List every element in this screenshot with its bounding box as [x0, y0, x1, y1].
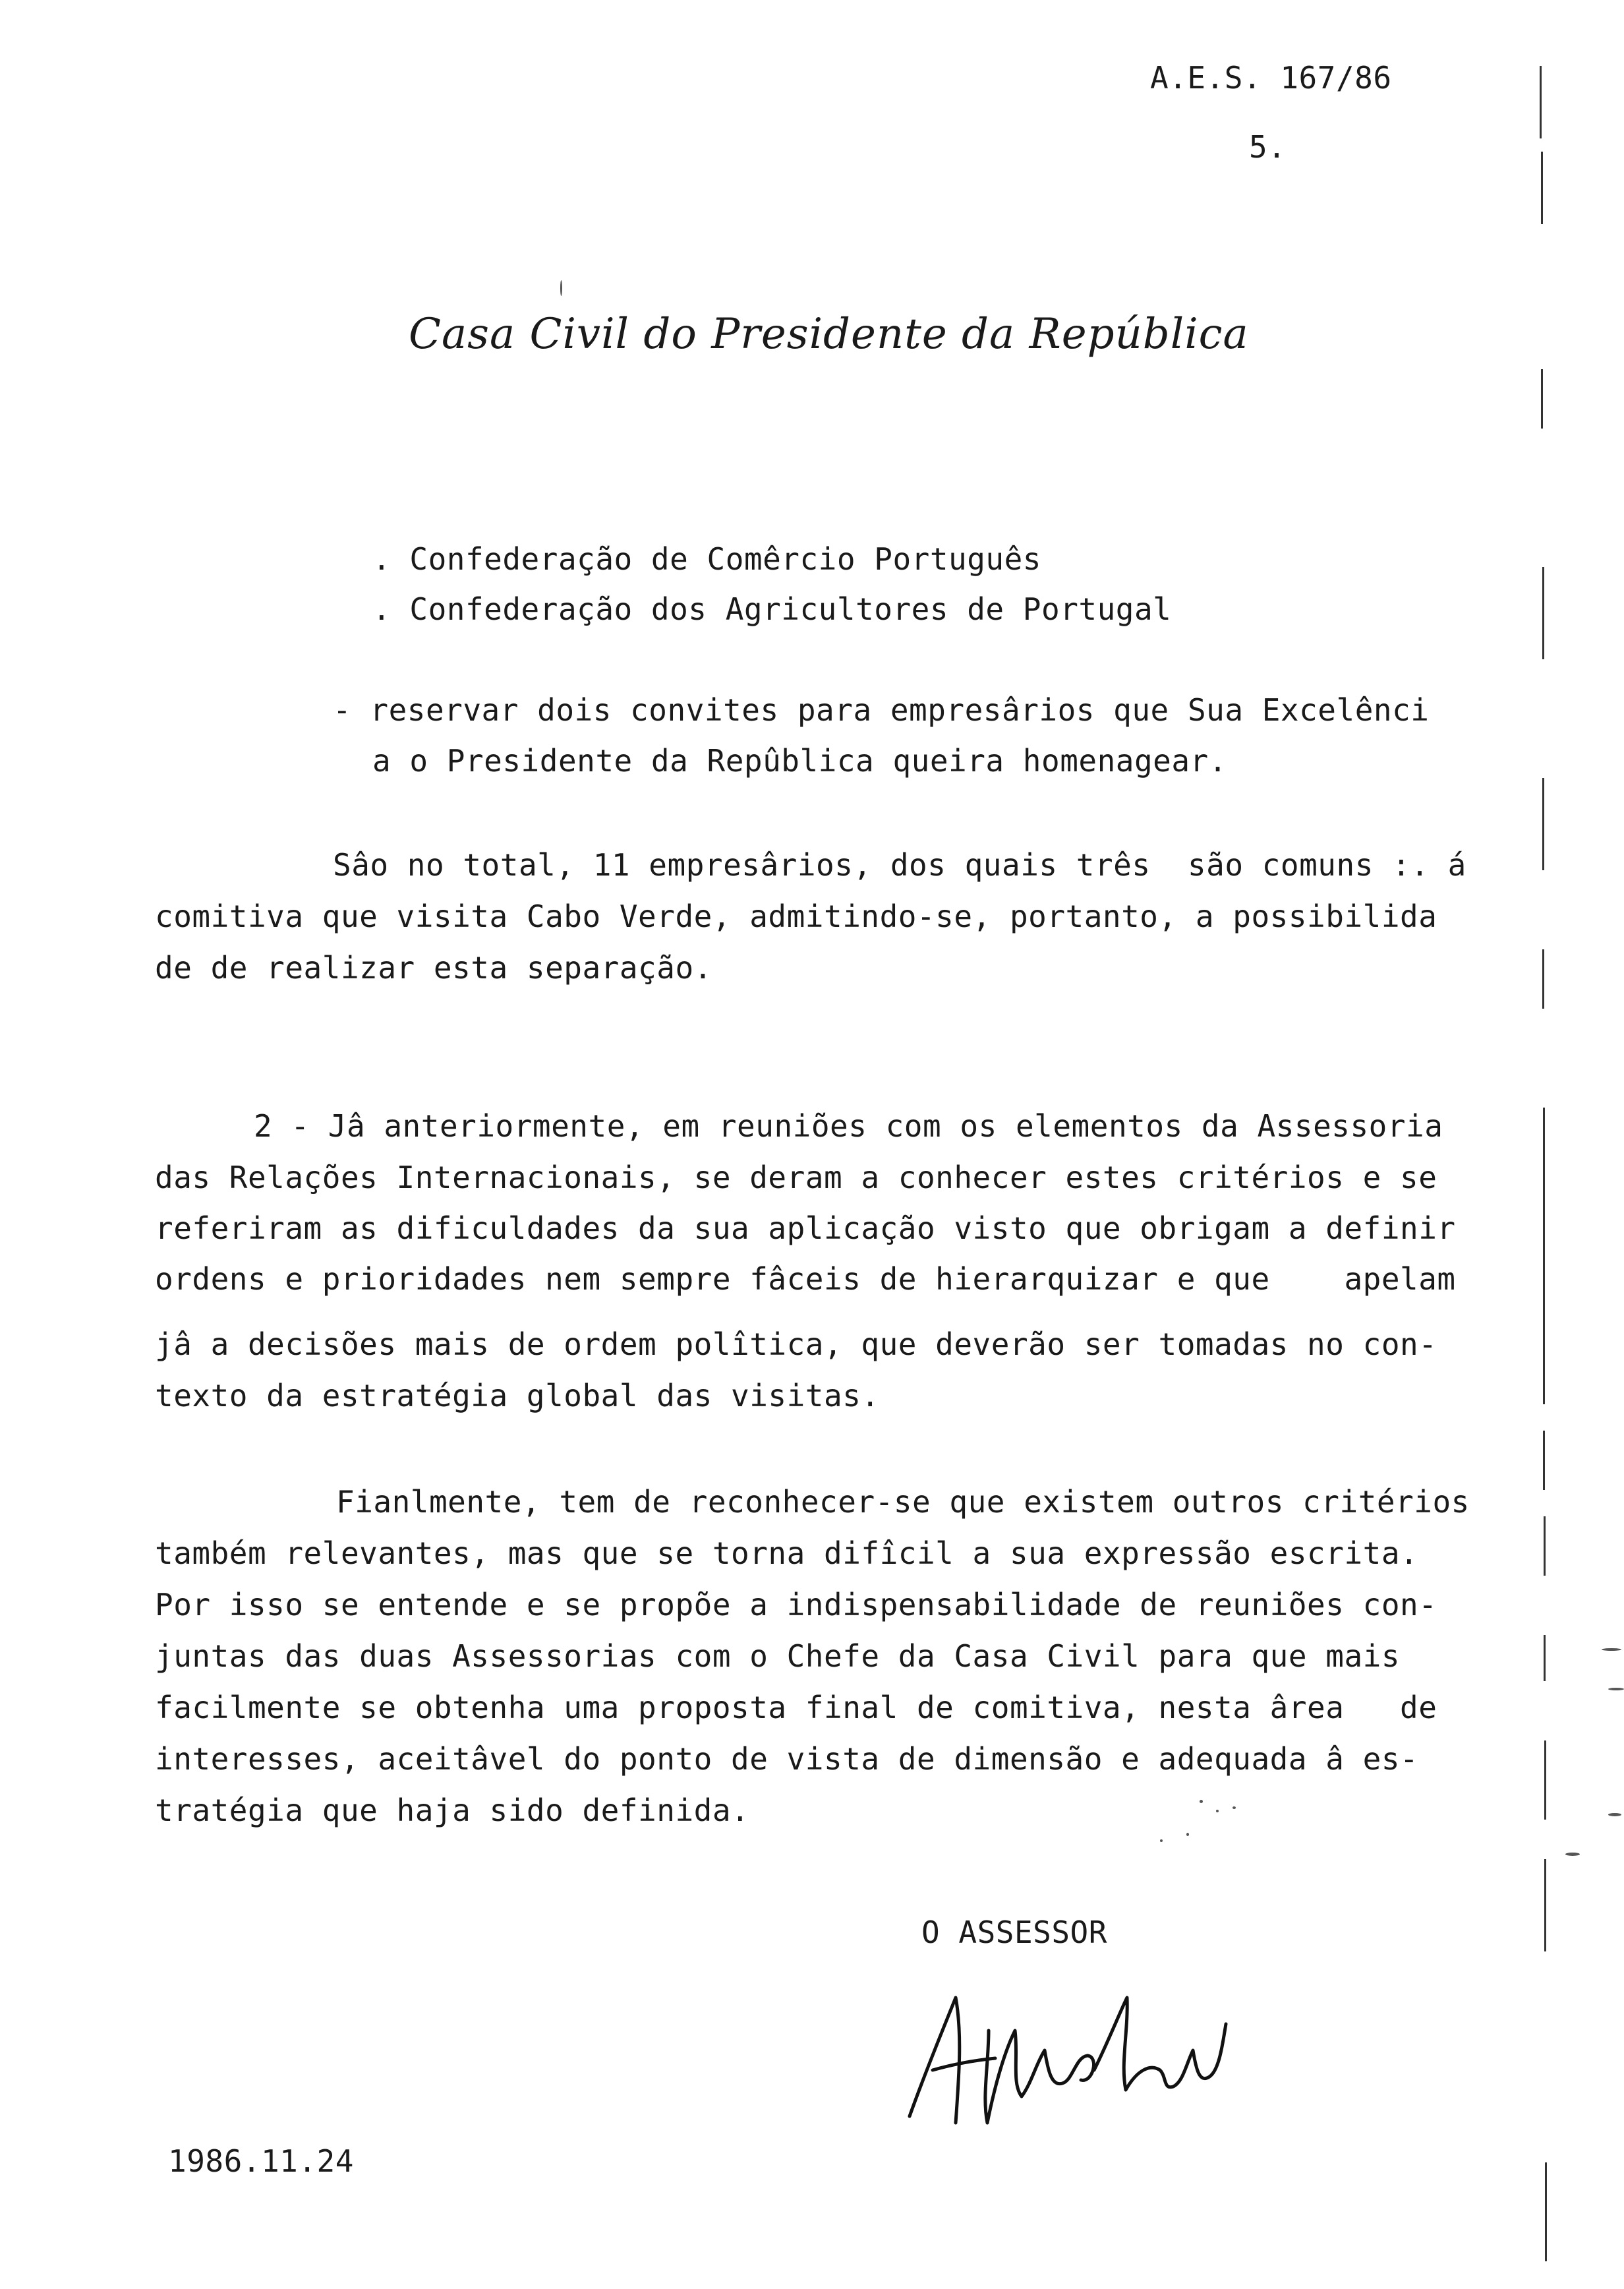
paragraph-line: das Relações Internacionais, se deram a conhecer estes critérios e se	[155, 1160, 1437, 1195]
bullet-item: . Confederação de Comêrcio Português	[372, 541, 1041, 577]
paragraph-line: tratégia que haja sido definida.	[155, 1793, 750, 1828]
paragraph-line: 2 - Jâ anteriormente, em reuniões com os elementos da Assessoria	[254, 1108, 1443, 1144]
scan-speck	[1608, 1813, 1621, 1816]
dash-item-line: a o Presidente da Repûblica queira homenagear.	[372, 743, 1227, 779]
paragraph-line: texto da estratégia global das visitas.	[155, 1378, 880, 1413]
scan-speck	[1232, 1806, 1236, 1809]
paragraph-line: juntas das duas Assessorias com o Chefe da Casa Civil para que mais	[155, 1638, 1401, 1674]
scan-speck	[1608, 1688, 1624, 1690]
paragraph-line: ordens e prioridades nem sempre fâceis de hierarquizar e que apelam	[155, 1261, 1456, 1297]
reference-number: A.E.S. 167/86	[1150, 60, 1392, 96]
paragraph-line: Sâo no total, 11 empresârios, dos quais três são comuns :. á	[333, 847, 1466, 883]
paragraph-line: jâ a decisões mais de ordem polîtica, que deverão ser tomadas no con-	[155, 1326, 1437, 1362]
scan-edge-line	[1542, 778, 1544, 870]
scan-edge-line	[1544, 1859, 1546, 1951]
paragraph-line: também relevantes, mas que se torna difîcil a sua expressão escrita.	[155, 1535, 1419, 1571]
paragraph-line: de de realizar esta separação.	[155, 950, 712, 986]
scan-speck	[560, 280, 562, 296]
scan-edge-line	[1544, 1635, 1546, 1681]
signature	[890, 1971, 1232, 2143]
scan-speck	[1186, 1833, 1189, 1836]
paragraph-line: Fianlmente, tem de reconhecer-se que existem outros critérios	[336, 1484, 1470, 1520]
letterhead-title: Casa Civil do Presidente da República	[409, 310, 1249, 359]
scan-edge-line	[1545, 2162, 1547, 2261]
scan-speck	[1200, 1800, 1203, 1803]
scan-speck	[1602, 1648, 1621, 1651]
page-number: 5.	[1249, 129, 1287, 165]
scan-edge-line	[1543, 1108, 1545, 1404]
bullet-item: . Confederação dos Agricultores de Portugal	[372, 591, 1172, 627]
scan-edge-line	[1542, 949, 1544, 1009]
paragraph-line: interesses, aceitâvel do ponto de vista de dimensão e adequada â es-	[155, 1741, 1419, 1777]
scan-edge-line	[1542, 567, 1544, 659]
scan-edge-line	[1541, 152, 1543, 224]
scan-edge-line	[1544, 1740, 1546, 1820]
paragraph-line: referiram as dificuldades da sua aplicação visto que obrigam a definir	[155, 1210, 1456, 1246]
document-date: 1986.11.24	[168, 2143, 354, 2179]
scan-speck	[1216, 1810, 1219, 1812]
dash-item-line: - reservar dois convites para empresârios que Sua Excelênci	[333, 692, 1430, 728]
scan-speck	[1565, 1853, 1580, 1856]
scan-edge-line	[1544, 1516, 1546, 1576]
paragraph-line: comitiva que visita Cabo Verde, admitindo-se, portanto, a possibilida	[155, 899, 1437, 934]
paragraph-line: Por isso se entende e se propõe a indispensabilidade de reuniões con-	[155, 1587, 1437, 1622]
scan-speck	[1160, 1839, 1163, 1842]
paragraph-line: facilmente se obtenha uma proposta final de comitiva, nesta ârea de	[155, 1690, 1437, 1725]
assessor-title: O ASSESSOR	[921, 1915, 1107, 1950]
scan-edge-line	[1541, 369, 1543, 429]
scan-edge-line	[1543, 1431, 1545, 1490]
scan-edge-line	[1540, 66, 1542, 138]
